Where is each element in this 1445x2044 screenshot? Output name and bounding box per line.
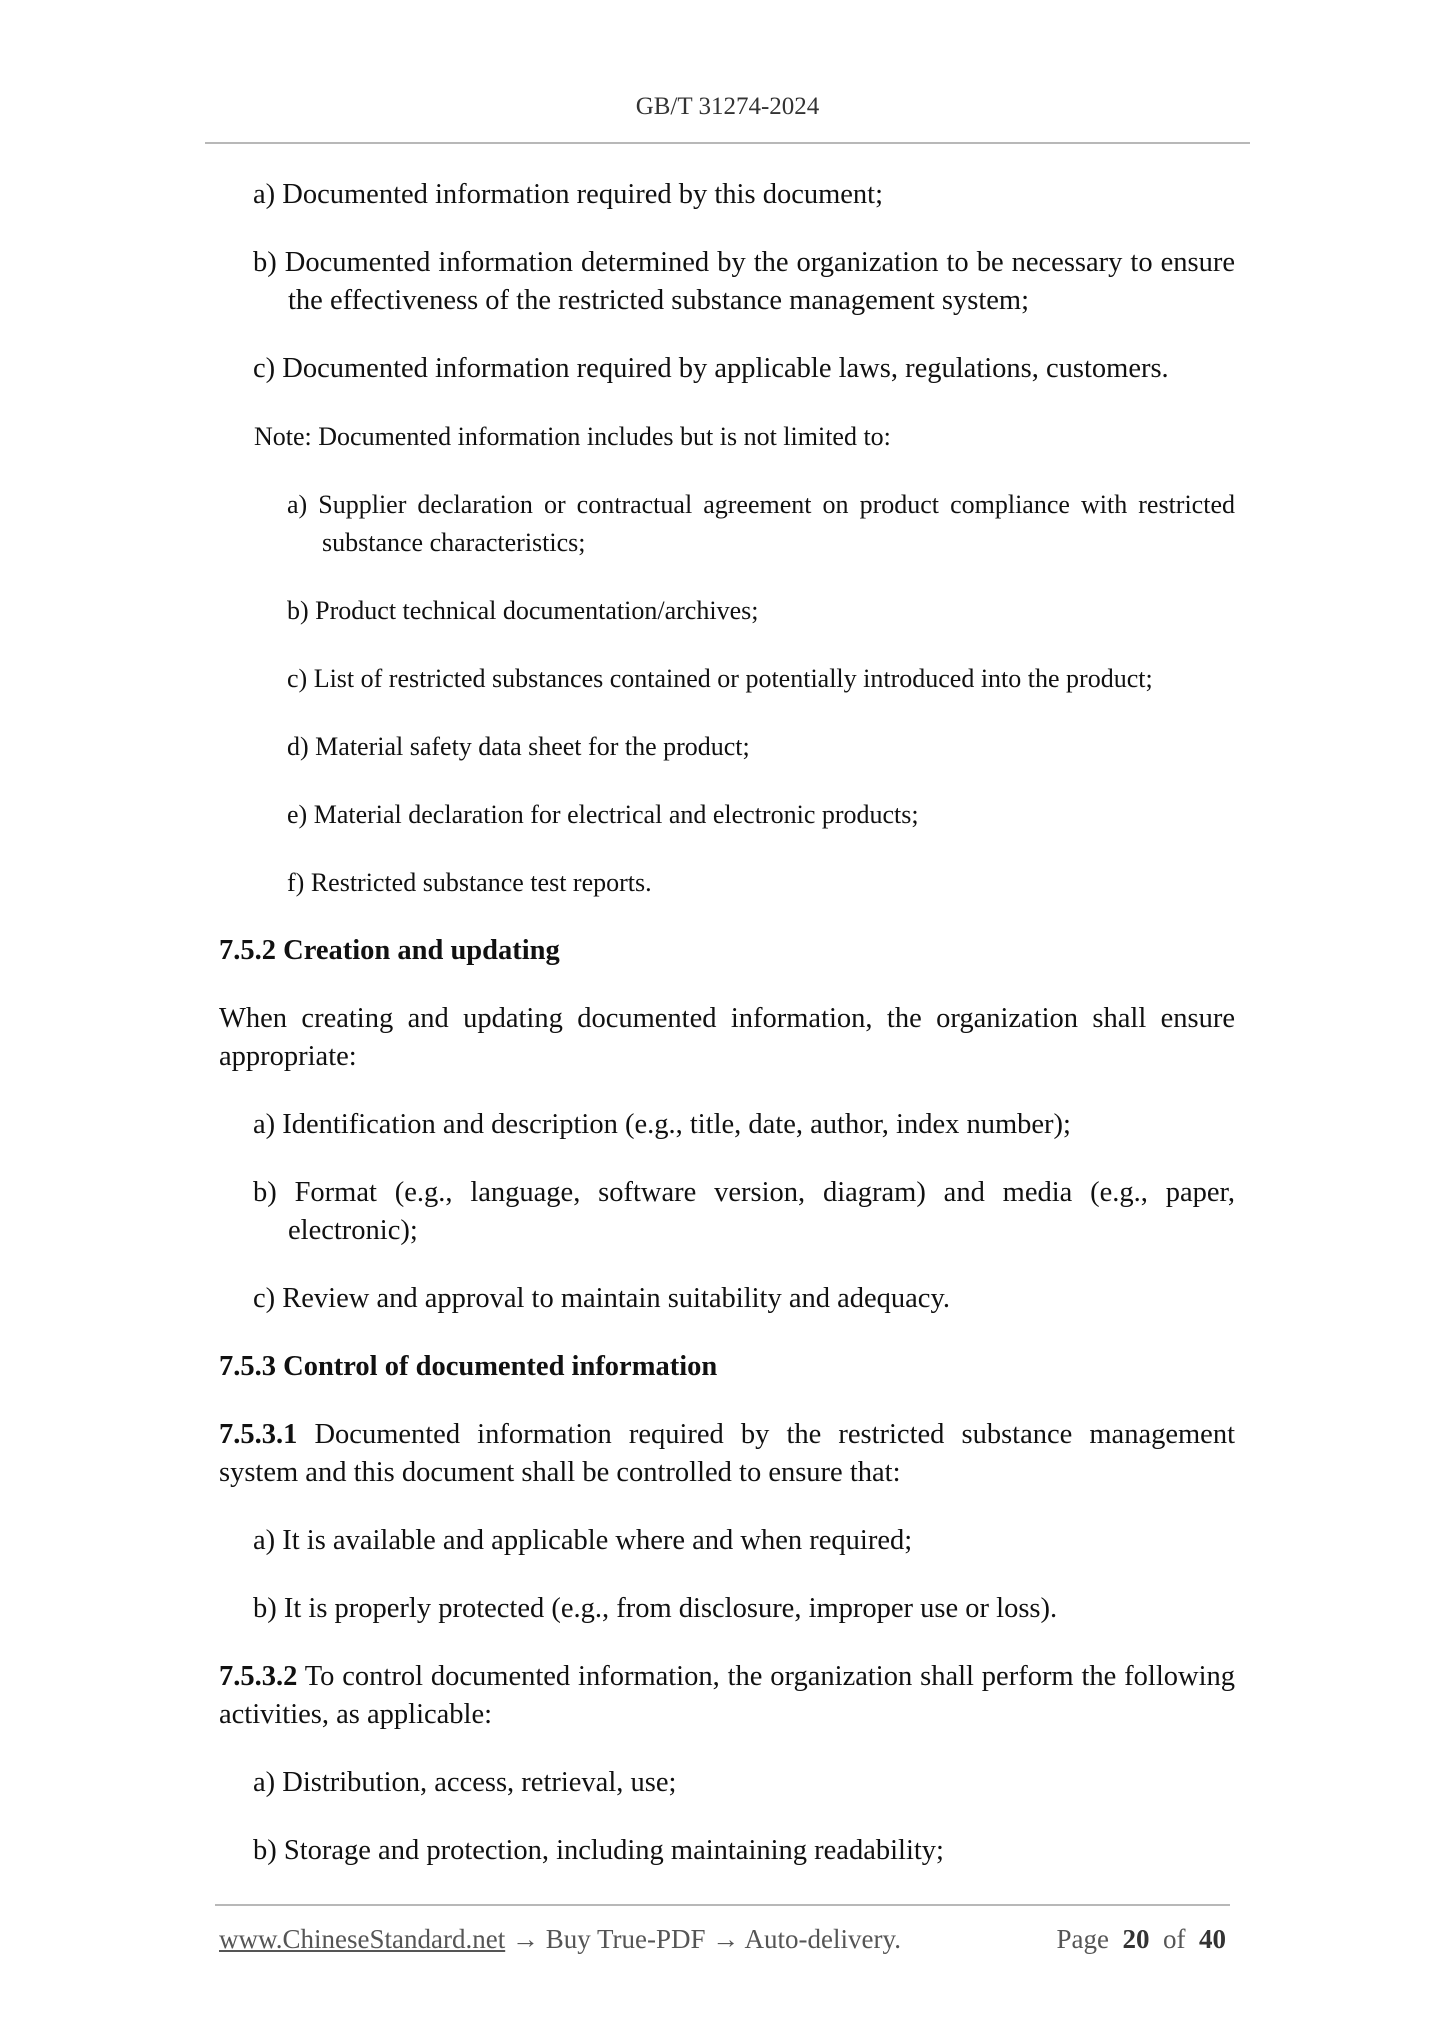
page-label: Page — [1056, 1924, 1109, 1954]
note-item: e) Material declaration for electrical and electronic products; — [287, 800, 919, 829]
clause-text: Documented information required by the restricted substance management system and this document shall be controlled to ensure that: — [219, 1419, 1235, 1488]
section-body: When creating and updating documented information, the organization shall ensure appropriate: — [219, 1003, 1235, 1072]
list-item: a) Documented information required by this document; — [253, 179, 883, 210]
note-item: c) List of restricted substances contained or potentially introduced into the product; — [287, 664, 1153, 693]
footer-promo — [219, 1924, 901, 1955]
list-item: c) Review and approval to maintain suitability and adequacy. — [253, 1283, 950, 1314]
page-content — [219, 176, 1235, 1900]
of-label: of — [1163, 1924, 1186, 1954]
arrow-right-icon: → — [712, 1924, 740, 1954]
list-item: a) Identification and description (e.g., title, date, author, index number); — [253, 1109, 1071, 1140]
website-link[interactable]: www.ChineseStandard.net — [219, 1924, 506, 1954]
page-total: 40 — [1199, 1924, 1226, 1954]
arrow-right-icon: → — [511, 1924, 539, 1954]
document-header-code: GB/T 31274-2024 — [635, 93, 820, 120]
page-indicator — [1057, 1924, 1226, 1955]
list-item: b) Documented information determined by the organization to be necessary to ensure the effectiveness of the restricted substance management system; — [253, 247, 1235, 316]
note-item: b) Product technical documentation/archives; — [287, 596, 759, 625]
note-item: d) Material safety data sheet for the product; — [287, 732, 750, 761]
note-intro: Note: Documented information includes but is not limited to: — [254, 422, 891, 451]
section-heading-7-5-3: 7.5.3 Control of documented information — [219, 1351, 718, 1382]
note-item: f) Restricted substance test reports. — [287, 868, 652, 897]
list-item: a) It is available and applicable where and when required; — [253, 1525, 913, 1556]
clause-number: 7.5.3.2 — [219, 1661, 298, 1692]
list-item: b) Format (e.g., language, software version, diagram) and media (e.g., paper, electronic); — [253, 1177, 1235, 1246]
clause-7-5-3-2 — [219, 1658, 1235, 1734]
list-item: b) It is properly protected (e.g., from disclosure, improper use or loss). — [253, 1593, 1058, 1624]
delivery-text: Auto-delivery. — [744, 1924, 901, 1954]
page-number: 20 — [1122, 1924, 1150, 1954]
footer-divider — [215, 1904, 1230, 1906]
list-item: c) Documented information required by applicable laws, regulations, customers. — [253, 353, 1169, 384]
clause-number: 7.5.3.1 — [219, 1419, 298, 1450]
section-heading-7-5-2: 7.5.2 Creation and updating — [219, 935, 560, 966]
buy-text: Buy True-PDF — [545, 1924, 706, 1954]
list-item: a) Distribution, access, retrieval, use; — [253, 1767, 677, 1798]
clause-text: To control documented information, the organization shall perform the following activities, as applicable: — [219, 1661, 1235, 1730]
list-item: b) Storage and protection, including maintaining readability; — [253, 1835, 944, 1866]
header-divider — [205, 142, 1250, 144]
clause-7-5-3-1 — [219, 1416, 1235, 1492]
note-item: a) Supplier declaration or contractual agreement on product compliance with restricted substance characteristics; — [287, 490, 1235, 557]
